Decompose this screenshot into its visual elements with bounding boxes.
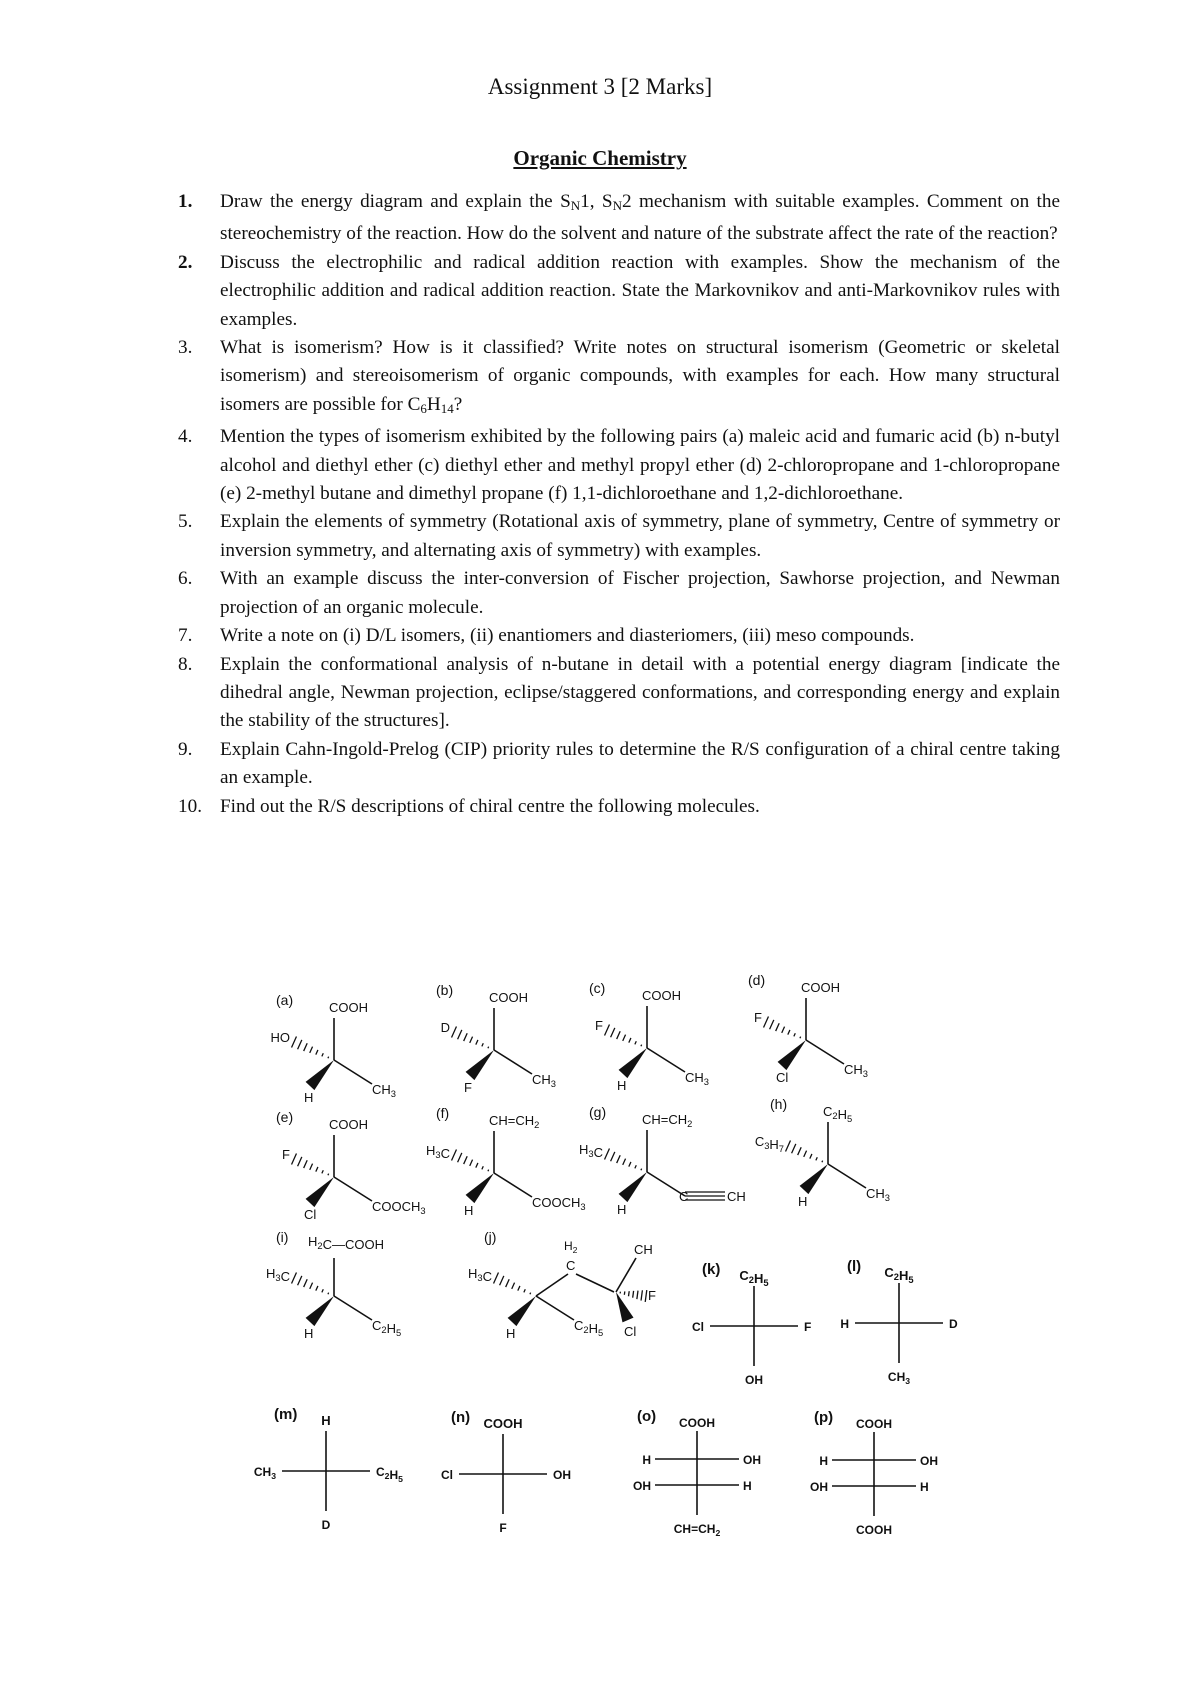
hash-bond-b	[452, 1027, 489, 1049]
substituent-left-e: F	[282, 1147, 290, 1162]
substituent-bottom-m: D	[321, 1518, 331, 1532]
hash-bond-stroke	[764, 1017, 769, 1028]
hash-bond-stroke	[641, 1290, 642, 1300]
structure-label-a: (a)	[276, 992, 294, 1008]
hash-bond-stroke	[310, 1047, 313, 1053]
hash-bond-stroke	[328, 1057, 329, 1059]
hash-bond-stroke	[617, 1155, 621, 1163]
substituent-top-g: $CH=CH_2$	[642, 1112, 693, 1129]
substituent-r2-right-o: H	[743, 1479, 752, 1493]
substituent-left-n: Cl	[441, 1468, 453, 1482]
triple-c-g: C	[679, 1189, 689, 1204]
wedge-bond-f	[466, 1173, 494, 1203]
substituent-left-h: $C_3H_7$	[754, 1134, 784, 1154]
wedge-bond-j2	[616, 1292, 634, 1322]
hash-bond-stroke	[633, 1291, 634, 1298]
question-number: 3.	[178, 337, 193, 359]
question-text: Explain the conformational analysis of n-butane in detail with a potential energy diagram [indicate the dihedral angle, Newman projection, eclipse/staggered conformations, and corresponding energy and explain the stability of the structures].	[220, 653, 1060, 732]
substituent-r1-left-p: H	[819, 1454, 828, 1468]
wedge-bond-h	[800, 1164, 828, 1194]
question-number: 6.	[178, 568, 193, 590]
substituent-left-b: D	[440, 1020, 450, 1035]
bond-right-b	[494, 1050, 532, 1074]
wedge-bond-e	[306, 1177, 334, 1207]
substituent-r1-right-o: OH	[743, 1453, 761, 1467]
hash-bond-stroke	[605, 1025, 610, 1036]
wedge-bond-i	[306, 1296, 334, 1326]
hash-bond-stroke	[304, 1160, 308, 1168]
hash-bond-stroke	[322, 1170, 323, 1173]
substituent-bottom-l: $CH_3$	[887, 1370, 911, 1386]
substituent-bottom-k: OH	[745, 1373, 763, 1387]
bond-right-h	[828, 1164, 866, 1188]
bond-right-d	[806, 1040, 844, 1064]
hash-bond-g	[605, 1149, 642, 1171]
hash-bond-stroke	[822, 1161, 823, 1163]
substituent-bottom-n: F	[499, 1521, 507, 1535]
question-text: Write a note on (i) D/L isomers, (ii) enantiomers and diasteriomers, (iii) meso compounds.	[220, 625, 915, 647]
hash-bond-stroke	[792, 1144, 796, 1153]
substituent-top-e: COOH	[329, 1117, 368, 1132]
hash-bond-stroke	[518, 1286, 520, 1291]
substituent-front-h: H	[798, 1194, 808, 1209]
question-text: What is isomerism? How is it classified? Write notes on structural isomerism (Geometric or skeletal isomerism) and stereoisomerism of organic compounds, with examples for each. How many structural isomers are possible for $C_6H_{14}$?	[220, 337, 1060, 416]
hash-bond-stroke	[298, 1040, 302, 1049]
hash-bond-stroke	[292, 1037, 297, 1048]
hash-bond-stroke	[328, 1293, 329, 1295]
question-text: Find out the R/S descriptions of chiral centre the following molecules.	[220, 795, 760, 817]
substituent-top-b: COOH	[489, 990, 528, 1005]
substituent-left-d: F	[754, 1010, 762, 1025]
hash-bond-stroke	[482, 1166, 483, 1169]
hash-bond-stroke	[316, 1167, 318, 1172]
hash-bond-stroke	[782, 1027, 785, 1033]
substituent-left-a: HO	[270, 1030, 290, 1045]
hash-bond-stroke	[458, 1030, 462, 1039]
hash-bond-stroke	[298, 1157, 302, 1166]
substituent-front-g: H	[617, 1202, 627, 1217]
hash-bond-stroke	[810, 1154, 812, 1159]
bond-ch2-j	[536, 1274, 568, 1296]
substituent-top-n: COOH	[483, 1416, 523, 1431]
hash-bond-stroke	[464, 1156, 468, 1164]
structure-label-k: (k)	[702, 1261, 721, 1278]
substituent-right-n: OH	[553, 1468, 571, 1482]
hash-bond-stroke	[476, 1163, 478, 1168]
substituent-r2-right-p: H	[920, 1480, 929, 1494]
substituent-top-m: H	[321, 1413, 331, 1428]
hash-bond-i	[292, 1273, 329, 1295]
bond-c2-j	[576, 1274, 614, 1292]
substituent-left-i: $H_3C$	[266, 1266, 290, 1284]
hash-bond-stroke	[623, 1159, 626, 1165]
hash-bond-stroke	[629, 1038, 631, 1043]
substituent-top-k: $C_2H_5$	[739, 1268, 769, 1288]
bond-right-c	[647, 1048, 685, 1072]
question-text: Draw the energy diagram and explain the $S_N1$, $S_N2$ mechanism with suitable examples. Comment on the stereochemistry of the reaction. How do the solvent and nature of the substrate affect the rate of the reaction?	[220, 191, 1060, 245]
hash-bond-stroke	[794, 1033, 795, 1036]
hash-bond-stroke	[292, 1273, 297, 1284]
bond-right-a	[334, 1060, 372, 1084]
substituent-right-k: F	[804, 1320, 812, 1334]
wedge-bond-j	[508, 1296, 536, 1326]
structure-label-j: (j)	[484, 1229, 497, 1245]
substituent-left-f: $H_3C$	[426, 1143, 450, 1161]
bond-right-i	[334, 1296, 372, 1320]
substituent-top-p: COOH	[856, 1417, 892, 1431]
substituent-top-h: $C_2H_5$	[823, 1104, 853, 1124]
hash-bond-stroke	[310, 1283, 313, 1289]
hash-bond-stroke	[452, 1027, 457, 1038]
hash-bond-stroke	[316, 1050, 318, 1055]
hash-bond-stroke	[641, 1169, 642, 1171]
hash-bond-stroke	[776, 1023, 780, 1031]
substituent-left-l: H	[840, 1317, 849, 1331]
substituent-left-k: Cl	[692, 1320, 704, 1334]
question-number: 2.	[178, 251, 193, 273]
substituent-top-a: COOH	[329, 1000, 368, 1015]
structure-label-i: (i)	[276, 1229, 289, 1245]
page-title: Assignment 3 [2 Marks]	[487, 74, 713, 99]
substituent-left-g: $H_3C$	[579, 1142, 603, 1160]
hash-bond-stroke	[786, 1141, 791, 1152]
question-number: 4.	[178, 426, 193, 448]
substituent-left-m: $CH_3$	[253, 1465, 276, 1481]
substituent-r1-right-p: OH	[920, 1454, 938, 1468]
question-number: 9.	[178, 738, 193, 760]
substituent-r2-left-o: OH	[633, 1479, 651, 1493]
structure-label-l: (l)	[847, 1258, 862, 1275]
hash-bond-stroke	[512, 1283, 515, 1289]
hash-bond-c	[605, 1025, 642, 1047]
substituent-front-b: F	[464, 1080, 472, 1095]
bond-right-j	[536, 1296, 574, 1320]
substituent-r-bottom-j: Cl	[624, 1324, 637, 1339]
question-number: 10.	[178, 795, 202, 817]
question-text: Explain the elements of symmetry (Rotational axis of symmetry, plane of symmetry, Centre of symmetry or inversion symmetry, and alternating axis of symmetry) with examples.	[220, 511, 1060, 561]
hash-bond-stroke	[629, 1162, 631, 1167]
hash-bond-stroke	[617, 1031, 621, 1039]
hash-bond-f	[452, 1150, 489, 1172]
structure-label-n: (n)	[451, 1409, 471, 1426]
question-text: Discuss the electrophilic and radical addition reaction with examples. Show the mechanism of the electrophilic addition and radical addition reaction. State the Markovnikov and anti-Markovnikov rules with examples.	[220, 251, 1060, 330]
question-number: 8.	[178, 653, 193, 675]
hash-bond-stroke	[494, 1273, 499, 1284]
hash-bond-d	[764, 1017, 801, 1039]
structure-label-g: (g)	[589, 1104, 607, 1120]
structure-label-e: (e)	[276, 1109, 294, 1125]
hash-bond-j	[494, 1273, 531, 1295]
hash-bond-stroke	[611, 1028, 615, 1037]
structure-label-o: (o)	[637, 1408, 657, 1425]
hash-bond-a	[292, 1037, 329, 1059]
hash-bond-stroke	[452, 1150, 457, 1161]
hash-bond-stroke	[635, 1041, 636, 1044]
hash-bond-stroke	[322, 1289, 323, 1292]
substituent-right-b: $CH_3$	[532, 1072, 556, 1089]
structure-label-m: (m)	[274, 1406, 298, 1423]
structure-label-f: (f)	[436, 1105, 450, 1121]
hash-bond-stroke	[464, 1033, 468, 1041]
hash-bond-stroke	[800, 1037, 801, 1039]
bond-c2-top-j	[616, 1258, 636, 1292]
hash-bond-stroke	[770, 1020, 774, 1029]
question-text: With an example discuss the inter-conversion of Fischer projection, Sawhorse projection, and Newman projection of an organic molecule.	[220, 568, 1060, 618]
hash-bond-stroke	[611, 1152, 615, 1161]
hash-bond-stroke	[605, 1149, 610, 1160]
triple-ch-g: CH	[727, 1189, 746, 1204]
substituent-top-f: $CH=CH_2$	[489, 1113, 540, 1130]
substituent-right-d: $CH_3$	[844, 1062, 868, 1079]
hash-bond-stroke	[470, 1160, 473, 1166]
substituent-right-f: $COOCH_3$	[532, 1195, 586, 1212]
substituent-r1-left-o: H	[642, 1453, 651, 1467]
hash-bond-stroke	[458, 1153, 462, 1162]
hash-bond-stroke	[298, 1276, 302, 1285]
substituent-top-i: $H_2C—COOH$	[308, 1234, 384, 1252]
hash-bond-stroke	[524, 1289, 525, 1292]
substituent-r-top-j: CH	[634, 1242, 653, 1257]
substituent-top-l: $C_2H_5$	[884, 1265, 914, 1285]
hash-bond-stroke	[292, 1154, 297, 1165]
substituent-right-h: $CH_3$	[866, 1186, 890, 1203]
substituent-front-j: H	[506, 1326, 516, 1341]
hash-bond-stroke	[530, 1293, 531, 1295]
substituent-left-j: $H_3C$	[468, 1266, 492, 1284]
hash-bond-stroke	[641, 1045, 642, 1047]
question-number: 5.	[178, 511, 193, 533]
wedge-bond-c	[619, 1048, 647, 1078]
bond-right-e	[334, 1177, 372, 1201]
hash-bond-stroke	[635, 1165, 636, 1168]
hash-bond-stroke	[470, 1037, 473, 1043]
hash-bond-stroke	[500, 1276, 504, 1285]
substituent-top-d: COOH	[801, 980, 840, 995]
hash-bond-stroke	[328, 1174, 329, 1176]
wedge-bond-g	[619, 1172, 647, 1202]
substituent-ch2-c-j: C	[566, 1258, 576, 1273]
hash-bond-stroke	[816, 1157, 817, 1160]
hash-bond-stroke	[637, 1291, 638, 1299]
substituent-right-j: $C_2H_5$	[574, 1318, 604, 1338]
hash-bond-stroke	[316, 1286, 318, 1291]
hash-bond-stroke	[798, 1147, 802, 1155]
substituent-bottom-o: $CH=CH_2$	[673, 1522, 721, 1538]
substituent-top-c: COOH	[642, 988, 681, 1003]
substituent-front-f: H	[464, 1203, 474, 1218]
substituent-right-m: $C_2H_5$	[376, 1465, 403, 1484]
section-heading: Organic Chemistry	[513, 146, 687, 170]
hash-bond-stroke	[804, 1151, 807, 1157]
wedge-bond-b	[466, 1050, 494, 1080]
hash-bond-e	[292, 1154, 329, 1176]
substituent-right-e: $COOCH_3$	[372, 1199, 426, 1216]
structure-label-b: (b)	[436, 982, 454, 998]
wedge-bond-d	[778, 1040, 806, 1070]
hash-bond-stroke	[304, 1043, 308, 1051]
structure-label-p: (p)	[814, 1409, 834, 1426]
hash-bond-stroke	[322, 1053, 323, 1056]
wedge-bond-a	[306, 1060, 334, 1090]
hash-bond-h	[786, 1141, 823, 1163]
substituent-r-right-j: F	[648, 1288, 656, 1303]
substituent-front-a: H	[304, 1090, 314, 1105]
hash-bond-stroke	[788, 1030, 790, 1035]
substituent-right-i: $C_2H_5$	[372, 1318, 402, 1338]
hash-bond-j2	[620, 1290, 647, 1302]
hash-bond-stroke	[476, 1040, 478, 1045]
substituent-right-l: D	[949, 1317, 958, 1331]
substituent-front-i: H	[304, 1326, 314, 1341]
hash-bond-stroke	[506, 1279, 510, 1287]
substituent-front-d: Cl	[776, 1070, 789, 1085]
substituent-r2-left-p: OH	[810, 1480, 828, 1494]
question-text: Explain Cahn-Ingold-Prelog (CIP) priority rules to determine the R/S configuration of a chiral centre taking an example.	[220, 738, 1060, 789]
hash-bond-stroke	[623, 1035, 626, 1041]
hash-bond-stroke	[629, 1291, 630, 1296]
structure-label-h: (h)	[770, 1096, 788, 1112]
structure-label-c: (c)	[589, 980, 606, 996]
hash-bond-stroke	[304, 1279, 308, 1287]
hash-bond-stroke	[482, 1043, 483, 1046]
substituent-top-o: COOH	[679, 1416, 715, 1430]
substituent-left-c: F	[595, 1018, 603, 1033]
hash-bond-stroke	[488, 1047, 489, 1049]
substituent-bottom-p: COOH	[856, 1523, 892, 1537]
structure-label-d: (d)	[748, 972, 766, 988]
question-text: Mention the types of isomerism exhibited by the following pairs (a) maleic acid and fumaric acid (b) n-butyl alcohol and diethyl ether (c) diethyl ether and methyl propyl ether (d) 2-chloropropane and 1-chloropropane (e) 2-methyl butane and dimethyl propane (f) 1,1-dichloroethane and 1,2-dichloroethane.	[220, 426, 1060, 505]
question-number: 1.	[178, 191, 193, 212]
substituent-right-a: $CH_3$	[372, 1082, 396, 1099]
hash-bond-stroke	[488, 1170, 489, 1172]
bond-right-f	[494, 1173, 532, 1197]
hash-bond-stroke	[310, 1164, 313, 1170]
substituent-right-c: $CH_3$	[685, 1070, 709, 1087]
hash-bond-stroke	[645, 1290, 647, 1302]
substituent-front-c: H	[617, 1078, 627, 1093]
question-number: 7.	[178, 625, 193, 647]
substituent-ch2-h-j: $H_2$	[564, 1239, 578, 1255]
substituent-front-e: Cl	[304, 1207, 317, 1222]
